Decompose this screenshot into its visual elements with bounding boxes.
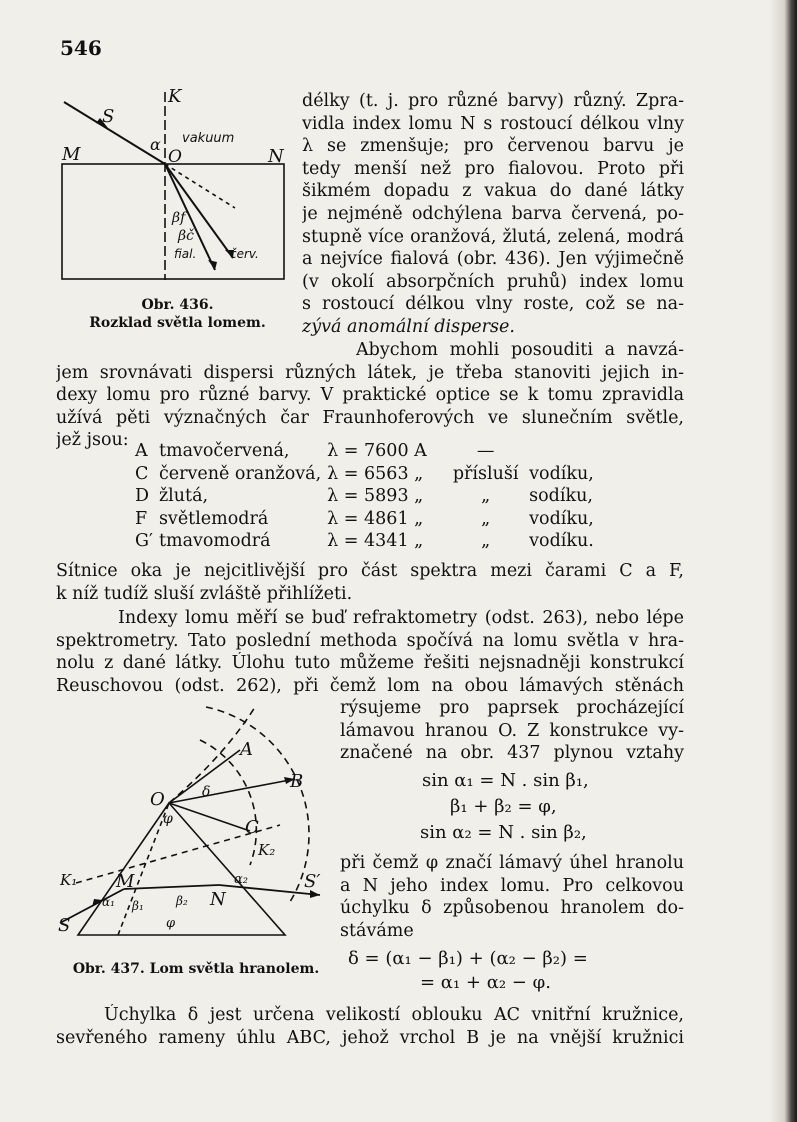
equation-1: sin α₁ = N . sin β₁, — [422, 770, 589, 791]
fig436-label-O: O — [168, 147, 182, 167]
line-letter: G′ — [135, 531, 153, 552]
fig436-label-M: M — [62, 144, 81, 165]
text-line: jem srovnávati dispersi různých látek, je třeba stanoviti jejich in- — [56, 362, 684, 383]
fig437-label-beta1: β₁ — [132, 899, 144, 913]
fig437-label-N: N — [210, 889, 226, 910]
text-line: užívá pěti význačných čar Fraunhoferových ve slunečním světle, — [56, 407, 684, 428]
table-row — [135, 485, 600, 508]
text-line: vidla index lomu N s rostoucí délkou vlny — [302, 113, 684, 134]
line-OB — [169, 779, 295, 803]
fraunhofer-lines-table — [135, 440, 600, 553]
fig437-label-alpha2: α₂ — [234, 872, 248, 887]
figure-436 — [50, 80, 295, 295]
line-lambda: λ = 6563 „ — [327, 463, 424, 484]
text-line: tedy menší než pro fialovou. Proto při — [302, 158, 684, 179]
fig436-label-K: K — [168, 86, 182, 107]
figure-437-caption: Obr. 437. Lom světla hranolem. — [72, 961, 320, 977]
text-line: λ se zmenšuje; pro červenou barvu je — [302, 136, 684, 157]
text-line: jež jsou: — [56, 430, 129, 451]
text-line: spektrometry. Tato poslední methoda spočívá na lomu světla v hra- — [56, 630, 684, 651]
table-row — [135, 530, 600, 553]
line-color: červeně oranžová, — [158, 463, 322, 484]
fig437-label-beta2: β₂ — [176, 894, 188, 908]
fig437-label-S: S — [58, 915, 71, 936]
line-element: vodíku, — [529, 463, 594, 484]
line-note: „ — [481, 508, 491, 529]
fig437-label-S-prime: S′ — [304, 871, 321, 892]
fig436-label-vakuum: vakuum — [182, 131, 235, 146]
text-line: stupně více oranžová, žlutá, zelená, modrá — [302, 226, 684, 247]
line-color: tmavomodrá — [158, 531, 271, 552]
fig436-label-N: N — [268, 146, 284, 167]
fig436-label-S: S — [102, 106, 115, 127]
deviation-equation-line-2: = α₁ + α₂ − φ. — [420, 972, 551, 993]
text-line: Úchylka δ jest určena velikostí oblouku AC vnitřní kružnice, — [104, 1005, 684, 1025]
fig437-label-A: A — [240, 739, 253, 760]
paragraph-4 — [56, 607, 684, 697]
fig437-label-delta: δ — [202, 784, 211, 800]
line-lambda: λ = 7600 A — [327, 441, 427, 461]
text-line: k níž tudíž sluší zvláště přihlížeti. — [56, 583, 353, 604]
fig437-label-M: M — [116, 871, 135, 892]
fig437-label-C: C — [245, 817, 259, 838]
page-edge-shadow — [769, 0, 797, 1122]
equation-3: sin α₂ = N . sin β₂, — [420, 822, 587, 843]
line-color: světlemodrá — [158, 508, 269, 529]
text-line: Sítnice oka je nejcitlivější pro část spektra mezi čarami C a F, — [56, 561, 684, 581]
line-element: vodíku. — [529, 531, 594, 552]
outer-circle — [206, 707, 309, 905]
text-line: dexy lomu pro různé barvy. V praktické optice se k tomu zpravidla — [56, 385, 684, 406]
table-row — [135, 463, 600, 486]
line-note: „ — [481, 486, 491, 507]
text-line: Abychom mohli posouditi a navzá- — [356, 340, 684, 360]
ray-inside — [124, 885, 219, 889]
line-letter: F — [135, 508, 148, 529]
deviation-equation-line-1: δ = (α₁ − β₁) + (α₂ − β₂) = — [348, 948, 588, 969]
fig436-label-beta-f: βf — [172, 210, 186, 226]
line-lambda: λ = 5893 „ — [327, 486, 424, 507]
equation-2: β₁ + β₂ = φ, — [450, 796, 557, 817]
line-lambda: λ = 4861 „ — [327, 508, 424, 529]
text-line: s rostoucí délkou vlny roste, což se na- — [302, 294, 684, 315]
fig437-label-K1: K₁ — [60, 871, 78, 889]
text-line: sevřeného rameny úhlu ABC, jehož vrchol B je na vnější kružnici — [56, 1027, 684, 1048]
text-line: lámavou hranou O. Z konstrukce vy- — [340, 720, 684, 741]
text-line: (v okolí absorpčních pruhů) index lomu — [302, 271, 684, 292]
caption-number: Obr. 436. — [141, 297, 214, 313]
caption-text: Rozklad světla lomem. — [89, 315, 266, 331]
text-line: Indexy lomu měří se buď refraktometry (odst. 263), nebo lépe — [118, 608, 684, 628]
line-note: přísluší — [452, 463, 519, 484]
fig437-label-alpha1: α₁ — [102, 895, 115, 909]
line-letter: A — [135, 441, 148, 461]
line-letter: C — [135, 463, 149, 484]
paragraph-2 — [56, 339, 684, 452]
text-line: stáváme — [340, 920, 414, 941]
line-color: tmavočervená, — [158, 441, 290, 461]
text-line: šikmém dopadu z vakua do dané látky — [302, 181, 684, 202]
fig437-label-phi: φ — [163, 811, 173, 827]
figure-437 — [50, 695, 332, 957]
fig436-label-fial: fial. — [174, 247, 197, 261]
text-line: Reuschovou (odst. 262), při čemž lom na obou lámavých stěnách — [56, 675, 684, 696]
figure-436-caption — [60, 296, 295, 332]
text-line: délky (t. j. pro různé barvy) různý. Zpra- — [302, 91, 684, 111]
paragraph-7 — [56, 1004, 684, 1049]
text-line: a nejvíce fialová (obr. 436). Jen výjimečně — [302, 249, 684, 270]
table-row — [135, 508, 600, 531]
line-letter: D — [135, 486, 150, 507]
paragraph-6 — [340, 852, 684, 942]
fig436-label-beta-c: βč — [178, 228, 194, 244]
table-row — [135, 440, 600, 463]
line-lambda: λ = 4341 „ — [327, 531, 424, 552]
text-line: úchylku δ způsobenou hranolem do- — [340, 898, 684, 919]
paragraph-3 — [56, 560, 684, 605]
line-note: „ — [481, 531, 491, 552]
text-line: rýsujeme pro paprsek procházející — [340, 698, 684, 718]
fig437-label-O: O — [150, 789, 165, 810]
line-color: žlutá, — [158, 486, 209, 507]
line-element: vodíku, — [529, 508, 594, 529]
fig436-label-cerv: červ. — [230, 247, 259, 261]
fig436-label-alpha: α — [150, 135, 161, 154]
fig437-label-phi-2: φ — [166, 916, 176, 931]
line-note: — — [476, 441, 495, 461]
paragraph-5 — [340, 697, 684, 765]
fig437-label-B: B — [290, 771, 304, 792]
text-line: zývá anomální disperse. — [302, 316, 515, 337]
text-line: značené na obr. 437 plynou vztahy — [340, 743, 684, 764]
fig437-label-K2: K₂ — [258, 841, 276, 859]
text-line: nolu z dané látky. Úlohu tuto můžeme řešiti nejsnadněji konstrukcí — [56, 653, 684, 674]
text-line: při čemž φ značí lámavý úhel hranolu — [340, 853, 684, 873]
line-element: sodíku, — [529, 486, 593, 507]
line-element — [529, 440, 600, 463]
page-number: 546 — [60, 36, 102, 60]
paragraph-1 — [302, 90, 684, 339]
text-line: a N jeho index lomu. Pro celkovou — [340, 875, 684, 896]
text-line: je nejméně odchýlena barva červená, po- — [302, 203, 684, 224]
